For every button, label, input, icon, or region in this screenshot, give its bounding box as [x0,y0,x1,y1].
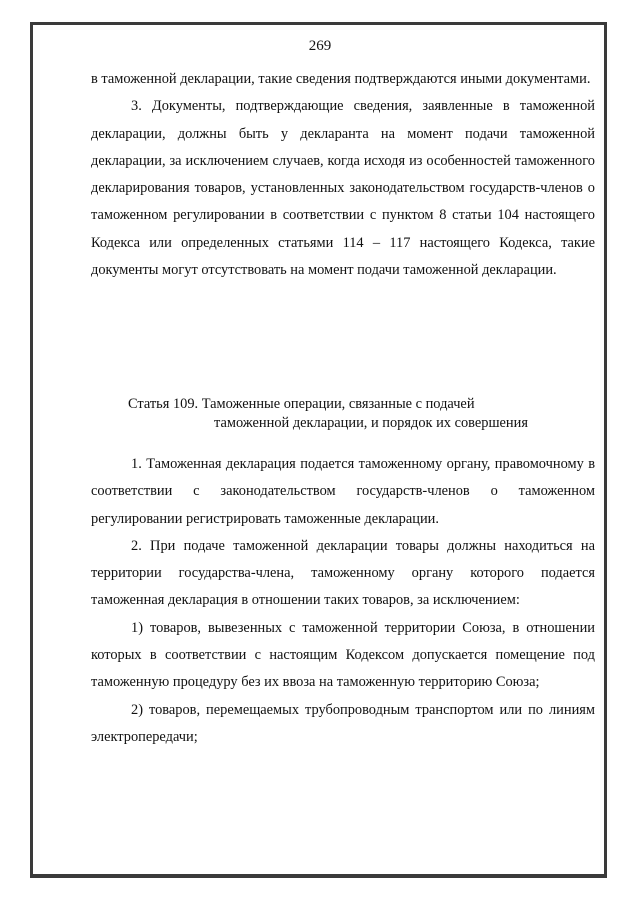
article-heading-line2: таможенной декларации, и порядок их совершения [214,415,528,431]
paragraph-subitem-1: 1) товаров, вывезенных с таможенной территории Союза, в отношении которых в соответствии с настоящим Кодексом допускается помещение под таможенную процедуру без их ввоза на таможенную территорию Союза; [91,619,595,691]
paragraph-item-3: 3. Документы, подтверждающие сведения, заявленные в таможенной декларации, должны быть у декларанта на момент подачи таможенной декларации, за исключением случаев, когда исходя из особенностей таможенного декларирования товаров, установленных законодательством государств-членов о таможенном регулировании в соответствии с пунктом 8 статьи 104 настоящего Кодекса или определенных статьями 114 – 117 настоящего Кодекса, такие документы могут отсутствовать на момент подачи таможенной декларации. [91,98,595,279]
page-number: 269 [308,38,332,54]
paragraph-continuation: в таможенной декларации, такие сведения подтверждаются иными документами. [91,71,591,87]
paragraph-item-2: 2. При подаче таможенной декларации товары должны находиться на территории государства-члена, таможенному органу которого подается таможенная декларация в отношении таких товаров, за исключением: [91,537,595,609]
article-heading-line1: Статья 109. Таможенные операции, связанные с подачей [128,396,475,412]
paragraph-subitem-2: 2) товаров, перемещаемых трубопроводным транспортом или по линиям электропередачи; [91,701,595,745]
text-block-top [91,66,595,284]
article-heading [128,395,588,433]
paragraph-item-1: 1. Таможенная декларация подается таможенному органу, правомочному в соответствии с законодательством государств-членов о таможенном регулировании регистрировать таможенные декларации. [91,456,595,527]
text-block-article [91,451,595,751]
